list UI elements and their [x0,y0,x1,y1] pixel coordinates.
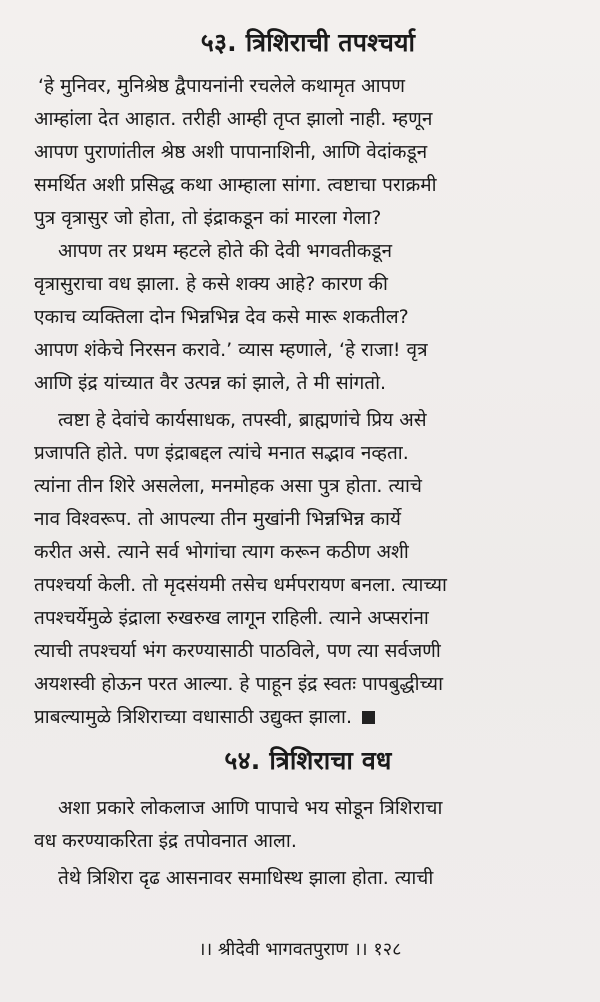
text-line: आपण पुराणांतील श्रेष्ठ अशी पापानाशिनी, आणि वेदांकडून [34,141,428,163]
text-line: आम्हांला देत आहात. तरीही आम्ही तृप्त झालो नाही. म्हणून [34,108,433,130]
page-footer: ।। श्रीदेवी भागवतपुराण ।। १२८ [198,939,402,960]
text-line: तपश्चर्या केली. तो मृदसंयमी तसेच धर्मपरायण बनला. त्याच्या [34,574,447,596]
text-line: प्रजापति होते. पण इंद्राबद्दल त्यांचे मनात सद्भाव नव्हता. [34,442,409,464]
section-heading-53: ५३. त्रिशिराची तपश्चर्या [200,28,416,57]
text-line: आपण तर प्रथम म्हटले होते की देवी भगवतीकडून [58,240,393,262]
paragraph-1 [34,70,582,235]
text-line: त्वष्टा हे देवांचे कार्यसाधक, तपस्वी, ब्राह्मणांचे प्रिय असे [58,409,427,431]
paragraph-4 [34,792,582,858]
last-line-with-end-mark [34,701,582,734]
paragraph-5 [34,862,582,895]
text-line: ‘हे मुनिवर, मुनिश्रेष्ठ द्वैपायनांनी रचलेले कथामृत आपण [38,75,406,97]
text-line: एकाच व्यक्तिला दोन भिन्नभिन्न देव कसे मारू शकतील? [34,306,409,328]
text-line: आपण शंकेचे निरसन करावे.’ व्यास म्हणाले, ‘हे राजा! वृत्र [34,339,428,361]
text-line: तपश्चर्येमुळे इंद्राला रुखरुख लागून राहिली. त्याने अप्सरांना [34,607,429,629]
text-line: अशा प्रकारे लोकलाज आणि पापाचे भय सोडून त्रिशिराचा [58,797,443,819]
paragraph-3 [34,404,582,734]
text-line: आणि इंद्र यांच्यात वैर उत्पन्न कां झाले, ते मी सांगतो. [34,372,387,394]
text-line: समर्थित अशी प्रसिद्ध कथा आम्हाला सांगा. त्वष्टाचा पराक्रमी [34,174,437,196]
text-line: प्राबल्यामुळे त्रिशिराच्या वधासाठी उद्युक्त झाला. [34,706,352,728]
text-line: त्यांना तीन शिरे असलेला, मनमोहक असा पुत्र होता. त्याचे [34,475,422,497]
section-heading-54: ५४. त्रिशिराचा वध [224,746,392,775]
text-line: नाव विश्वरूप. तो आपल्या तीन मुखांनी भिन्नभिन्न कार्ये [34,508,401,530]
paragraph-2 [34,235,582,400]
page-content [34,26,582,895]
text-line: अयशस्वी होऊन परत आल्या. हे पाहून इंद्र स्वतः पापबुद्धीच्या [34,673,443,695]
text-line: पुत्र वृत्रासुर जो होता, तो इंद्राकडून कां मारला गेला? [34,207,382,229]
text-line: वध करण्याकरिता इंद्र तपोवनात आला. [34,830,297,852]
text-line: तेथे त्रिशिरा दृढ आसनावर समाधिस्थ झाला होता. त्याची [58,867,434,889]
text-line: वृत्रासुराचा वध झाला. हे कसे शक्य आहे? कारण की [34,273,388,295]
end-of-section-mark [362,711,375,724]
text-line: त्याची तपश्चर्या भंग करण्यासाठी पाठविले, पण त्या सर्वजणी [34,640,441,662]
text-line: करीत असे. त्याने सर्व भोगांचा त्याग करून कठीण अशी [34,541,409,563]
